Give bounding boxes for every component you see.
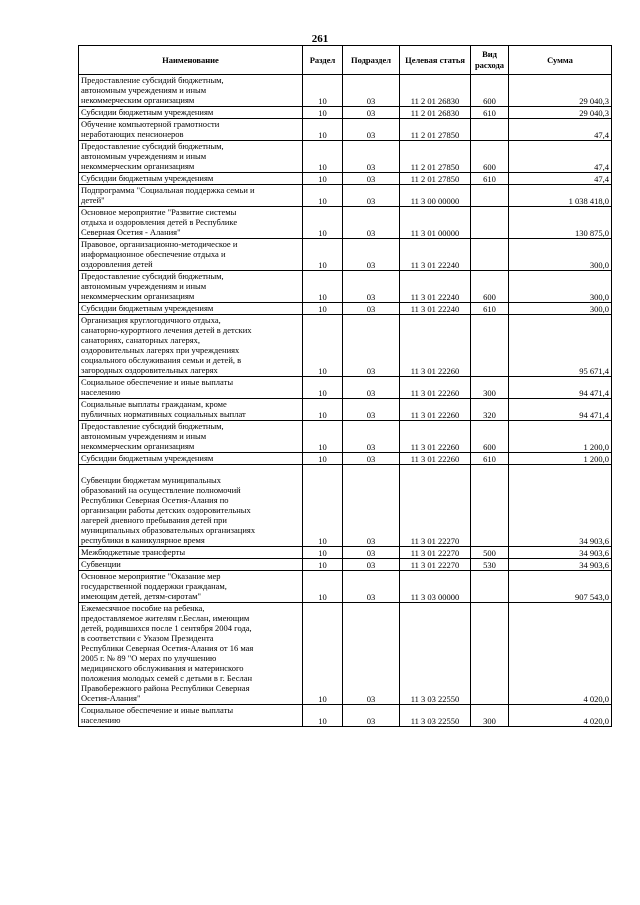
row-subsection: 03 (343, 141, 400, 173)
row-name: Субсидии бюджетным учреждениям (79, 173, 303, 185)
table-row (79, 173, 612, 185)
row-name: Межбюджетные трансферты (79, 547, 303, 559)
row-subsection: 03 (343, 107, 400, 119)
row-subsection: 03 (343, 421, 400, 453)
row-name: Ежемесячное пособие на ребенка, предоставляемое жителям г.Беслан, имеющим детей, родившихся после 1 сентября 2004 года, в соответствии с Указом Президента Республики Северная Осетия-Алания от 16 мая 2005 г. № 89 "О мерах по улучшению медицинского обслуживания и материнского положения молодых семей с детьми в г. Беслан Правобережного района Республики Северная Осетия-Алания" (79, 603, 303, 705)
row-amount: 300,0 (509, 271, 612, 303)
row-expense-type: 600 (471, 271, 509, 303)
row-section: 10 (303, 173, 343, 185)
row-name: Предоставление субсидий бюджетным, автономным учреждениям и иным некоммерческим организациям (79, 421, 303, 453)
row-expense-type: 610 (471, 107, 509, 119)
row-expense-type: 300 (471, 377, 509, 399)
row-amount: 1 200,0 (509, 421, 612, 453)
row-name: Основное мероприятие "Оказание мер государственной поддержки гражданам, имеющим детей, детям-сиротам" (79, 571, 303, 603)
table-row (79, 185, 612, 207)
table-row (79, 421, 612, 453)
row-subsection: 03 (343, 399, 400, 421)
row-name: Основное мероприятие "Развитие системы отдыха и оздоровления детей в Республике Северная Осетия - Алания" (79, 207, 303, 239)
row-name: Предоставление субсидий бюджетным, автономным учреждениям и иным некоммерческим организациям (79, 75, 303, 107)
row-section: 10 (303, 239, 343, 271)
row-name: Субсидии бюджетным учреждениям (79, 453, 303, 465)
row-section: 10 (303, 377, 343, 399)
row-name: Субсидии бюджетным учреждениям (79, 303, 303, 315)
row-target-article: 11 2 01 26830 (400, 107, 471, 119)
row-subsection: 03 (343, 185, 400, 207)
table-row (79, 119, 612, 141)
header-amount: Сумма (509, 46, 612, 75)
row-subsection: 03 (343, 119, 400, 141)
row-amount: 29 040,3 (509, 107, 612, 119)
row-subsection: 03 (343, 547, 400, 559)
row-target-article: 11 3 01 22240 (400, 239, 471, 271)
row-target-article: 11 3 01 00000 (400, 207, 471, 239)
header-target-article: Целевая статья (400, 46, 471, 75)
row-expense-type (471, 207, 509, 239)
table-row (79, 465, 612, 547)
page-number: 261 (311, 33, 329, 45)
table-row (79, 315, 612, 377)
row-amount: 130 875,0 (509, 207, 612, 239)
row-subsection: 03 (343, 239, 400, 271)
row-target-article: 11 2 01 27850 (400, 173, 471, 185)
row-subsection: 03 (343, 377, 400, 399)
row-section: 10 (303, 303, 343, 315)
row-target-article: 11 2 01 27850 (400, 119, 471, 141)
row-amount: 29 040,3 (509, 75, 612, 107)
row-name: Правовое, организационно-методическое и информационное обеспечение отдыха и оздоровления детей (79, 239, 303, 271)
table-row (79, 399, 612, 421)
row-name: Подпрограмма "Социальная поддержка семьи и детей" (79, 185, 303, 207)
row-target-article: 11 2 01 27850 (400, 141, 471, 173)
header-name: Наименование (79, 46, 303, 75)
row-amount: 1 038 418,0 (509, 185, 612, 207)
row-amount: 95 671,4 (509, 315, 612, 377)
row-subsection: 03 (343, 271, 400, 303)
header-subsection: Подраздел (343, 46, 400, 75)
row-amount: 94 471,4 (509, 399, 612, 421)
row-name: Социальные выплаты гражданам, кроме публичных нормативных социальных выплат (79, 399, 303, 421)
row-expense-type: 610 (471, 453, 509, 465)
row-section: 10 (303, 421, 343, 453)
row-amount: 1 200,0 (509, 453, 612, 465)
row-amount: 300,0 (509, 303, 612, 315)
row-section: 10 (303, 271, 343, 303)
row-expense-type (471, 571, 509, 603)
row-subsection: 03 (343, 571, 400, 603)
row-target-article: 11 3 01 22240 (400, 271, 471, 303)
table-row (79, 705, 612, 727)
row-expense-type: 530 (471, 559, 509, 571)
row-subsection: 03 (343, 559, 400, 571)
row-subsection: 03 (343, 705, 400, 727)
header-expense-type: Вид расхода (471, 46, 509, 75)
row-name: Предоставление субсидий бюджетным, автономным учреждениям и иным некоммерческим организациям (79, 271, 303, 303)
row-expense-type (471, 315, 509, 377)
row-expense-type: 600 (471, 75, 509, 107)
row-target-article: 11 3 03 22550 (400, 705, 471, 727)
table-row (79, 377, 612, 399)
row-target-article: 11 3 01 22260 (400, 421, 471, 453)
table-row (79, 271, 612, 303)
table-row (79, 141, 612, 173)
row-expense-type (471, 185, 509, 207)
row-amount: 4 020,0 (509, 705, 612, 727)
row-section: 10 (303, 119, 343, 141)
table-row (79, 603, 612, 705)
row-expense-type: 500 (471, 547, 509, 559)
row-target-article: 11 3 03 22550 (400, 603, 471, 705)
row-section: 10 (303, 571, 343, 603)
row-amount: 34 903,6 (509, 547, 612, 559)
row-section: 10 (303, 107, 343, 119)
row-amount: 34 903,6 (509, 559, 612, 571)
row-target-article: 11 3 01 22260 (400, 315, 471, 377)
row-section: 10 (303, 453, 343, 465)
row-target-article: 11 2 01 26830 (400, 75, 471, 107)
row-section: 10 (303, 465, 343, 547)
row-amount: 34 903,6 (509, 465, 612, 547)
row-expense-type: 320 (471, 399, 509, 421)
row-amount: 94 471,4 (509, 377, 612, 399)
row-name: Субвенции (79, 559, 303, 571)
table-row (79, 239, 612, 271)
row-section: 10 (303, 75, 343, 107)
row-section: 10 (303, 603, 343, 705)
row-expense-type: 610 (471, 173, 509, 185)
row-section: 10 (303, 399, 343, 421)
table-row (79, 107, 612, 119)
row-expense-type: 300 (471, 705, 509, 727)
row-target-article: 11 3 01 22260 (400, 453, 471, 465)
row-name: Субсидии бюджетным учреждениям (79, 107, 303, 119)
table-row (79, 559, 612, 571)
row-subsection: 03 (343, 603, 400, 705)
row-name: Социальное обеспечение и иные выплаты населению (79, 377, 303, 399)
row-section: 10 (303, 705, 343, 727)
row-section: 10 (303, 141, 343, 173)
row-subsection: 03 (343, 173, 400, 185)
row-amount: 300,0 (509, 239, 612, 271)
row-subsection: 03 (343, 315, 400, 377)
row-subsection: 03 (343, 303, 400, 315)
row-section: 10 (303, 207, 343, 239)
row-name: Субвенции бюджетам муниципальных образований на осуществление полномочий Республики Северная Осетия-Алания по организации работы детских оздоровительных лагерей дневного пребывания детей при муниципальных образовательных организациях республики в каникулярное время (79, 465, 303, 547)
row-subsection: 03 (343, 75, 400, 107)
table-body (79, 75, 612, 727)
row-expense-type (471, 465, 509, 547)
row-amount: 47,4 (509, 173, 612, 185)
row-amount: 4 020,0 (509, 603, 612, 705)
row-expense-type (471, 239, 509, 271)
row-expense-type: 600 (471, 141, 509, 173)
row-name: Предоставление субсидий бюджетным, автономным учреждениям и иным некоммерческим организациям (79, 141, 303, 173)
row-expense-type (471, 119, 509, 141)
table-header-row (79, 46, 612, 75)
row-target-article: 11 3 00 00000 (400, 185, 471, 207)
row-name: Социальное обеспечение и иные выплаты населению (79, 705, 303, 727)
table-row (79, 571, 612, 603)
row-target-article: 11 3 01 22240 (400, 303, 471, 315)
row-expense-type: 600 (471, 421, 509, 453)
table-row (79, 453, 612, 465)
table-row (79, 207, 612, 239)
row-subsection: 03 (343, 465, 400, 547)
row-target-article: 11 3 01 22270 (400, 465, 471, 547)
row-section: 10 (303, 559, 343, 571)
table-row (79, 303, 612, 315)
row-expense-type (471, 603, 509, 705)
row-target-article: 11 3 01 22260 (400, 377, 471, 399)
row-target-article: 11 3 03 00000 (400, 571, 471, 603)
budget-table (78, 45, 612, 727)
row-name: Обучение компьютерной грамотности неработающих пенсионеров (79, 119, 303, 141)
row-section: 10 (303, 315, 343, 377)
row-section: 10 (303, 185, 343, 207)
row-amount: 47,4 (509, 141, 612, 173)
header-section: Раздел (303, 46, 343, 75)
table-row (79, 75, 612, 107)
row-target-article: 11 3 01 22260 (400, 399, 471, 421)
table-row (79, 547, 612, 559)
row-subsection: 03 (343, 207, 400, 239)
row-name: Организация круглогодичного отдыха, санаторно-курортного лечения детей в детских санаториях, санаторных лагерях, оздоровительных лагерях при учреждениях социального обслуживания семьи и детей, в загородных оздоровительных лагерях (79, 315, 303, 377)
row-target-article: 11 3 01 22270 (400, 547, 471, 559)
row-amount: 47,4 (509, 119, 612, 141)
row-expense-type: 610 (471, 303, 509, 315)
row-amount: 907 543,0 (509, 571, 612, 603)
row-section: 10 (303, 547, 343, 559)
row-target-article: 11 3 01 22270 (400, 559, 471, 571)
row-subsection: 03 (343, 453, 400, 465)
